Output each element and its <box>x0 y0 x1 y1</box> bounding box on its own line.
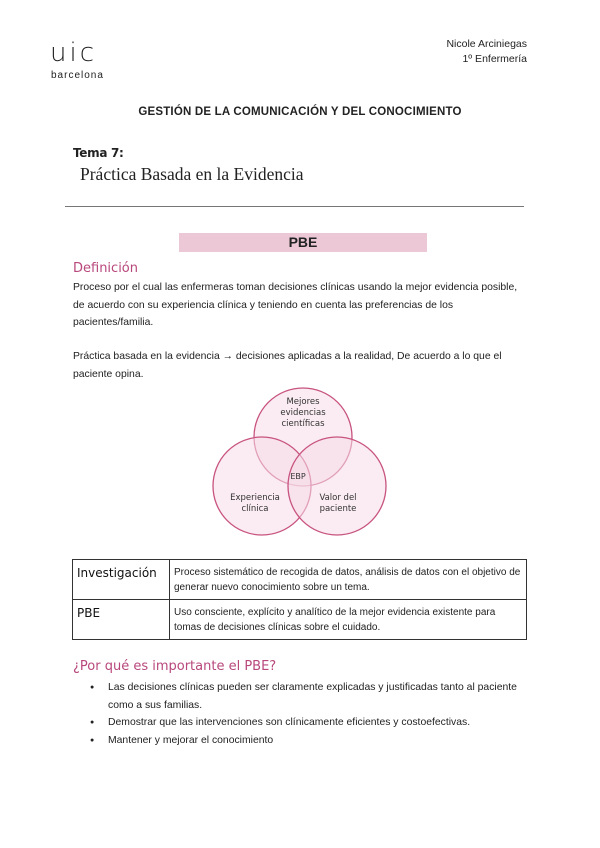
venn-label-left-2: clínica <box>241 504 269 514</box>
table-term: Investigación <box>73 560 170 600</box>
venn-center-label: EBP <box>290 472 306 481</box>
table-definition: Proceso sistemático de recogida de datos, análisis de datos con el objetivo de generar nuevo conocimiento sobre un tema. <box>170 560 527 600</box>
uic-logo-sub: barcelona <box>51 70 104 81</box>
venn-label-left-1: Experiencia <box>230 493 280 503</box>
divider <box>65 206 524 207</box>
definitions-table <box>72 559 527 640</box>
venn-circle-patient <box>288 437 386 535</box>
author-block <box>446 37 527 67</box>
list-item: ● Mantener y mejorar el conocimiento <box>90 732 530 750</box>
author-course: 1º Enfermería <box>462 53 527 65</box>
venn-label-top-3: científicas <box>281 419 325 429</box>
list-item: ● Las decisiones clínicas pueden ser claramente explicadas y justificadas tanto al paciente como a sus familias. <box>90 679 530 714</box>
uic-logo: uic <box>50 38 97 68</box>
tema-label: Tema 7: <box>73 146 124 160</box>
venn-label-right-2: paciente <box>319 504 357 514</box>
tema-title: Práctica Basada en la Evidencia <box>80 164 304 184</box>
ebp-venn-diagram <box>205 385 395 540</box>
venn-label-top-1: Mejores <box>286 397 320 407</box>
document-title: GESTIÓN DE LA COMUNICACIÓN Y DEL CONOCIMIENTO <box>138 106 462 118</box>
author-name: Nicole Arciniegas <box>446 38 527 50</box>
pbe-heading: PBE <box>179 233 427 252</box>
venn-label-right-1: Valor del <box>319 493 357 503</box>
list-item: ● Demostrar que las intervenciones son clínicamente eficientes y costoefectivas. <box>90 714 530 732</box>
table-term: PBE <box>73 600 170 640</box>
table-row <box>73 560 527 600</box>
definition-text: Proceso por el cual las enfermeras toman decisiones clínicas usando la mejor evidencia posible, de acuerdo con su experiencia clínica y teniendo en cuenta las preferencias de los pacientes/familia. <box>73 282 518 328</box>
table-definition: Uso consciente, explícito y analítico de la mejor evidencia existente para tomas de decisiones clínicas sobre el cuidado. <box>170 600 527 640</box>
importance-heading: ¿Por qué es importante el PBE? <box>73 659 277 674</box>
definition-heading: Definición <box>73 261 138 276</box>
venn-label-top-2: evidencias <box>280 408 326 418</box>
pbe-note: Práctica basada en la evidencia → decisiones aplicadas a la realidad, De acuerdo a lo que el paciente opina. <box>73 351 502 380</box>
importance-list <box>90 679 530 749</box>
table-row <box>73 600 527 640</box>
